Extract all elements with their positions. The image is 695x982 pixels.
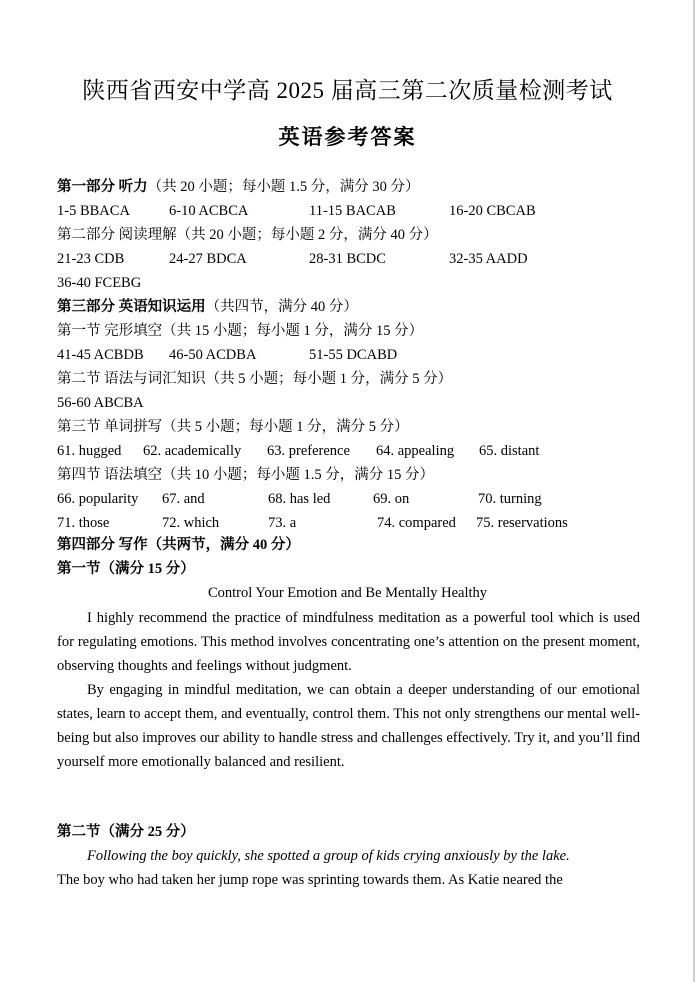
answer-group: 41-45 ACBDB: [57, 347, 144, 363]
part3-sec1-header: 第一节 完形填空（共 15 小题；每小题 1 分，满分 15 分）: [57, 323, 424, 339]
answer-group: 24-27 BDCA: [169, 251, 247, 267]
part2-header: 第二部分 阅读理解（共 20 小题；每小题 2 分，满分 40 分）: [57, 227, 438, 243]
answer-group: 1-5 BBACA: [57, 203, 130, 219]
answer-word: 73. a: [268, 515, 297, 531]
part4-sec2-header: 第二节（满分 25 分）: [57, 824, 195, 840]
part1-scoring: （共 20 小题；每小题 1.5 分，满分 30 分）: [147, 179, 420, 195]
answer-word: 64. appealing: [376, 443, 455, 459]
answer-word: 65. distant: [479, 443, 540, 459]
answer-word: 62. academically: [143, 443, 242, 459]
part4-sec1-header: 第一节（满分 15 分）: [57, 561, 195, 577]
answer-group: 21-23 CDB: [57, 251, 125, 267]
part3-sec4-header: 第四节 语法填空（共 10 小题；每小题 1.5 分，满分 15 分）: [57, 467, 434, 483]
answer-word: 66. popularity: [57, 491, 139, 507]
part3-header: [57, 297, 647, 317]
answer-group: 11-15 BACAB: [309, 203, 396, 219]
answer-word: 74. compared: [377, 515, 456, 531]
answer-group: 16-20 CBCAB: [449, 203, 536, 219]
part1-header: [57, 177, 647, 197]
part3-scoring: （共四节，满分 40 分）: [205, 299, 358, 315]
essay-paragraph-1: I highly recommend the practice of mindfulness meditation as a powerful tool which is used for regulating emotions. This method involves concentrating one’s attention on the present moment, observing thoughts and feelings without judgment.: [57, 610, 640, 674]
answer-group: 32-35 AADD: [449, 251, 528, 267]
answer-word: 68. has led: [268, 491, 331, 507]
part1-title: 第一部分 听力: [57, 179, 148, 195]
part3-title: 第三部分 英语知识运用: [57, 299, 206, 315]
answer-word: 75. reservations: [476, 515, 568, 531]
continuation-text: The boy who had taken her jump rope was sprinting towards them. As Katie neared the: [57, 872, 563, 888]
essay-title: Control Your Emotion and Be Mentally Healthy: [207, 585, 488, 601]
part3-sec3-header: 第三节 单词拼写（共 5 小题；每小题 1 分，满分 5 分）: [57, 419, 409, 435]
answer-word: 63. preference: [267, 443, 350, 459]
document-title: 陕西省西安中学高 2025 届高三第二次质量检测考试: [82, 78, 613, 103]
answer-word: 71. those: [57, 515, 110, 531]
answer-word: 70. turning: [478, 491, 542, 507]
part3-sec2-answers: 56-60 ABCBA: [57, 395, 144, 411]
part2-answers-row2: 36-40 FCEBG: [57, 275, 142, 291]
continuation-intro: Following the boy quickly, she spotted a group of kids crying anxiously by the lake.: [87, 848, 570, 864]
answer-word: 67. and: [162, 491, 205, 507]
answer-group: 51-55 DCABD: [309, 347, 398, 363]
answer-word: 61. hugged: [57, 443, 122, 459]
answer-group: 6-10 ACBCA: [169, 203, 249, 219]
answer-word: 69. on: [373, 491, 410, 507]
part3-sec2-header: 第二节 语法与词汇知识（共 5 小题；每小题 1 分，满分 5 分）: [57, 371, 453, 387]
essay-paragraph-2: By engaging in mindful meditation, we can obtain a deeper understanding of our emotional states, learn to accept them, and eventually, control them. This not only strengthens our mental well-being but also improves our ability to handle stress and challenges effectively. Try it, and you’ll find yourself more emotionally balanced and resilient.: [57, 682, 640, 770]
answer-group: 46-50 ACDBA: [169, 347, 257, 363]
part4-header: 第四部分 写作（共两节，满分 40 分）: [57, 537, 300, 553]
answer-group: 28-31 BCDC: [309, 251, 386, 267]
answer-word: 72. which: [162, 515, 220, 531]
document-subtitle: 英语参考答案: [278, 125, 417, 149]
